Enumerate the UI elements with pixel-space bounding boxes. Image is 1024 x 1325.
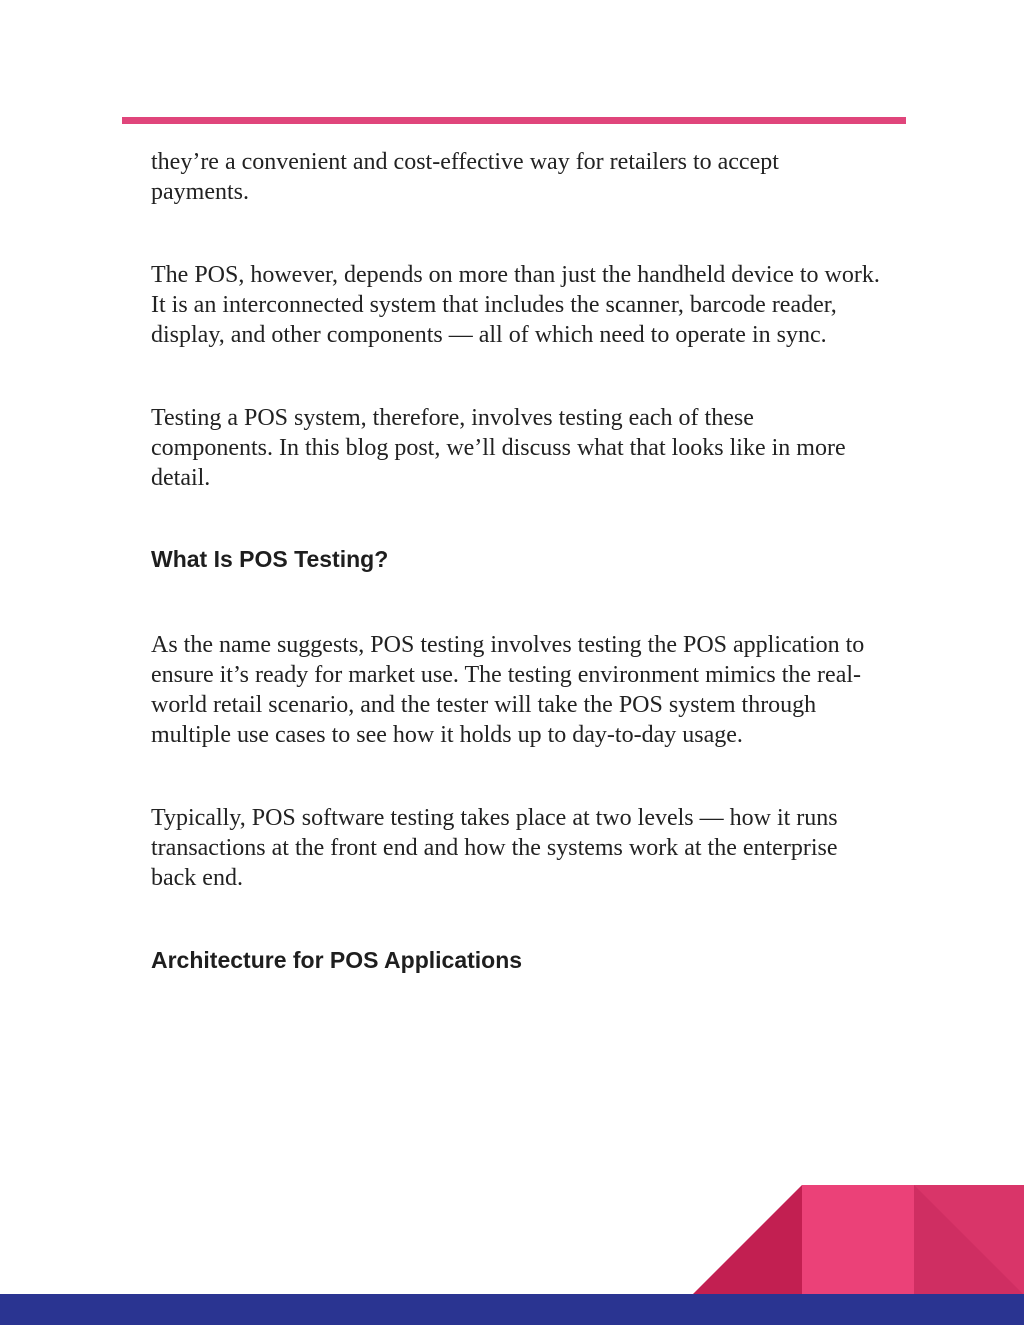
paragraph-pos-system: The POS, however, depends on more than just the handheld device to work. It is an interconnected system that includes the scanner, barcode reader, display, and other components — all of which need to operate in sync. (151, 262, 880, 348)
corner-block-mid (802, 1185, 914, 1295)
footer-band (0, 1294, 1024, 1325)
footer-corner-decoration (690, 1184, 1024, 1295)
heading-architecture: Architecture for POS Applications (151, 947, 523, 973)
heading-what-is-pos-testing: What Is POS Testing? (151, 546, 389, 572)
paragraph-testing-components: Testing a POS system, therefore, involves testing each of these components. In this blog post, we’ll discuss what that looks like in more detail. (151, 405, 846, 491)
paragraph-pos-testing-definition: As the name suggests, POS testing involves testing the POS application to ensure it’s ready for market use. The testing environment mimics the real-world retail scenario, and the tester will take the POS system through multiple use cases to see how it holds up to day-to-day usage. (151, 632, 865, 748)
corner-triangle-dark (692, 1185, 802, 1295)
paragraph-intro-continuation: they’re a convenient and cost-effective way for retailers to accept payments. (151, 149, 779, 205)
top-accent-rule (122, 117, 906, 124)
document-body (151, 147, 881, 975)
paragraph-testing-levels: Typically, POS software testing takes place at two levels — how it runs transactions at the front end and how the systems work at the enterprise back end. (151, 805, 838, 891)
